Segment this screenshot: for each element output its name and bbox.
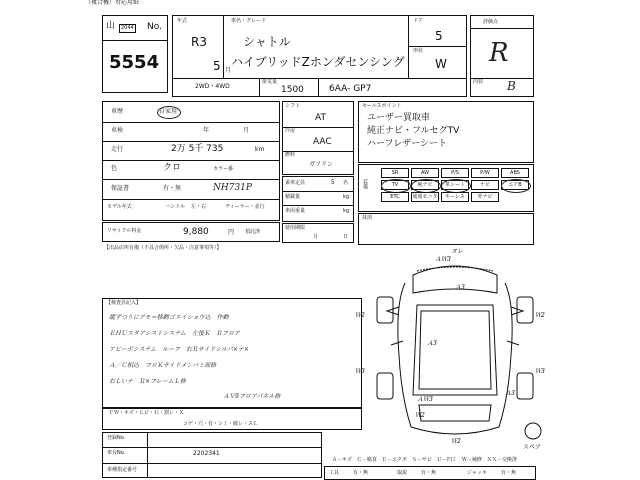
type-label: 車種指定番号 xyxy=(107,467,138,473)
lot-number: 5554 xyxy=(109,52,160,73)
equipment-box xyxy=(358,164,534,212)
inspection-year-unit: 年 xyxy=(203,127,210,134)
recycle-note-box xyxy=(358,213,534,245)
year-model-box xyxy=(172,15,467,97)
equip-leather: 革シート xyxy=(441,180,469,190)
expiry-month-unit: 月 xyxy=(313,234,319,240)
registration-label: 登録No. xyxy=(107,435,126,441)
sales-line-3: ハーフレザーシート xyxy=(367,139,448,149)
inspector-line-3: アビーボシステム ルーフ 右Ｒサイドシルパ×ナ× xyxy=(109,346,249,353)
interior-label: 内装 xyxy=(473,79,484,85)
mileage-label: 走行 xyxy=(111,146,124,153)
shift-value: AT xyxy=(315,113,326,123)
inspector-line-6: ＡＶ9フロアパネル修 xyxy=(223,393,281,400)
diagram-label-3: Ａ3 xyxy=(455,284,465,291)
chassis-value: 2202341 xyxy=(193,450,220,457)
category-label: 車歴 xyxy=(111,108,124,115)
sales-line-2: 純正ナビ・フルセグTV xyxy=(367,126,460,136)
model-year-label: モデル年式 xyxy=(107,204,132,210)
diagram-label-4: Ａ3 xyxy=(427,340,437,347)
equip-junavi: 純ナビ xyxy=(411,180,439,190)
year-month: 5 xyxy=(213,59,221,73)
diagram-label-11: Ｗ2 xyxy=(451,438,461,445)
chassis-label: 車台No. xyxy=(107,450,126,456)
diagram-label-8: Ｗ3 xyxy=(355,368,365,375)
recycle-status: 預託済 xyxy=(245,229,261,235)
fuel-value: ガソリン xyxy=(309,161,334,168)
diagram-label-1: ヌレ xyxy=(451,248,464,255)
recycle-unit: 円 xyxy=(228,229,235,236)
equip-keyless: キーレス xyxy=(441,192,469,202)
mileage-value: 2万 5千 735 xyxy=(171,144,224,154)
expiry-box xyxy=(282,223,354,243)
recycle-box xyxy=(102,222,280,242)
vehicle-detail-box xyxy=(102,101,280,221)
lot-box xyxy=(102,15,168,93)
inspector-line-5: 右Ｌいナ Ｒ×フレームＬ修 xyxy=(109,378,186,385)
equip-navi: ナビ xyxy=(471,180,499,190)
handle-label: ハンドル xyxy=(165,204,186,210)
equip-aw: AW xyxy=(411,168,439,178)
spare-label: スペア xyxy=(523,444,542,450)
dealer-note-label: 【出品店所有備（不具合箇所・欠品・注意事項等）】 xyxy=(104,245,222,251)
recycle-label: リサイクル料金 xyxy=(107,228,142,234)
weight-unit: kg xyxy=(343,208,350,214)
equip-pw: P/W xyxy=(471,168,499,178)
manual-value: 有・無 xyxy=(421,470,437,476)
equip-ps: P/S xyxy=(441,168,469,178)
equip-etc: ETC xyxy=(381,192,409,202)
shape-label: 形状 xyxy=(413,48,424,54)
diagram-label-5: ＡＷ3 xyxy=(417,396,433,403)
expiry-day-unit: 日 xyxy=(343,234,349,240)
model-code: 6AA- GP7 xyxy=(329,84,372,94)
category-value: 自家用 xyxy=(159,108,178,115)
capacity-value: 5 xyxy=(331,179,335,186)
recycle-value: 9,880 xyxy=(183,227,209,237)
score-box xyxy=(470,15,534,97)
equipment-label: 装備 xyxy=(362,179,368,189)
expiry-label: 使用期限 xyxy=(285,225,306,231)
equip-outer-navi: 外ナビ xyxy=(471,192,499,202)
displacement-label: 排気量 xyxy=(262,79,278,85)
tools-box xyxy=(324,466,536,480)
inspector-box xyxy=(102,298,362,408)
equip-tv: TV xyxy=(381,180,409,190)
diagram-label-9: Ｗ3 xyxy=(535,368,545,375)
lot-no-label: No. xyxy=(147,22,162,32)
diagram-label-6: Ｗ2 xyxy=(355,312,365,319)
score-value: R xyxy=(489,38,509,68)
inspector-label: 【検査員記入】 xyxy=(106,300,142,306)
load-label: 積載量 xyxy=(285,194,301,200)
recycle-note-label: 抹消 xyxy=(362,215,373,221)
color-value: クロ xyxy=(163,163,182,173)
diagram-label-7: Ｗ2 xyxy=(535,312,545,319)
manual-label: 取説 xyxy=(397,470,408,476)
shape-value: W xyxy=(435,57,447,71)
interior-value: B xyxy=(507,79,516,93)
inspection-month-unit: 月 xyxy=(243,127,250,134)
equip-abs: ABS xyxy=(501,168,529,178)
score-label: 評価点 xyxy=(483,19,499,25)
warranty-code: NH731P xyxy=(213,183,252,193)
sales-line-1: ユーザー買取車 xyxy=(367,113,431,123)
diagram-label-2: ＡＷ3 xyxy=(435,256,451,263)
inspection-label: 車検 xyxy=(111,127,124,134)
equip-rear-monitor: 後席モニタ xyxy=(412,194,438,200)
sales-point-box xyxy=(358,101,534,163)
equip-airbag: エアB xyxy=(501,180,529,190)
jack-label: ジャッキ xyxy=(467,470,487,476)
fw-label: ＦＷ・キズ・ヒビ・石・割レ・Ｘ xyxy=(109,410,184,416)
ac-label: 冷房 xyxy=(285,128,296,134)
inspector-line-2: ＥＨＵスタアシストシステム 左後Ｋ Ｒフロア xyxy=(109,330,240,337)
fuel-label: 燃料 xyxy=(285,152,296,158)
capacity-label: 乗車定員 xyxy=(285,180,306,186)
handle-value: 左・右 xyxy=(191,204,207,210)
diagram-label-10: Ｗ2 xyxy=(415,412,425,419)
capacity-unit: 名 xyxy=(343,180,349,186)
ac-value: AAC xyxy=(313,137,332,147)
year-label: 年式 xyxy=(177,18,188,24)
diagram-label-12: Ａ3 xyxy=(505,390,515,397)
warranty-value: 有・無 xyxy=(163,185,182,192)
car-diagram xyxy=(355,245,555,450)
door-value: 5 xyxy=(435,29,443,43)
model-grade: ハイブリッドZホンダセンシング xyxy=(231,55,405,69)
mileage-unit: km xyxy=(255,146,265,153)
registration-box xyxy=(102,432,322,478)
inspector-line-1: 緩ずつりにアモ＝移動ゴエイショウ込 作動 xyxy=(109,314,229,321)
shift-box xyxy=(282,101,354,175)
lot-small-no: 2044 xyxy=(121,25,134,31)
jack-value: 有・無 xyxy=(501,470,517,476)
shift-label: シフト xyxy=(285,103,301,109)
equip-sr: SR xyxy=(381,168,409,178)
tool-label: 工具 xyxy=(329,470,340,476)
dealer-label: ディーラー・並行 xyxy=(225,204,265,210)
colorno-label: カラー番. xyxy=(213,166,235,172)
displacement-value: 1500 xyxy=(281,85,304,95)
lot-prefix: 山 xyxy=(106,21,116,31)
drive-label: 2WD・4WD xyxy=(195,83,230,90)
warranty-label: 保証書 xyxy=(111,185,130,192)
fw-line-2: コゲ・穴・有・シミ・破レ・スＬ xyxy=(183,421,259,427)
year-month-unit: 月 xyxy=(225,67,232,74)
year-era: R3 xyxy=(191,35,207,49)
inspector-line-4: Ａ／Ｃ相込 フロＫサイドメンバミ部修 xyxy=(109,362,217,369)
door-label: ドア xyxy=(413,18,423,24)
tool-value: 有・無 xyxy=(353,470,369,476)
color-label: 色 xyxy=(111,165,118,172)
sales-point-label: セールスポイント xyxy=(362,103,402,109)
model-label: 車名・グレード xyxy=(231,18,267,24)
model-name: シャトル xyxy=(243,35,291,49)
weight-label: 車両重量 xyxy=(285,208,306,214)
load-unit: kg xyxy=(343,194,350,200)
header-top-line: （複合機）対応用紙 xyxy=(85,0,140,6)
fw-box xyxy=(102,408,362,430)
capacity-box xyxy=(282,176,354,222)
legend-text: Ａ－キズ Ｃ－腐食 Ｅ－エクボ Ｓ－サビ Ｕ－凹ミ Ｗ－補修 ＸＸ－交換済 xyxy=(332,457,517,463)
